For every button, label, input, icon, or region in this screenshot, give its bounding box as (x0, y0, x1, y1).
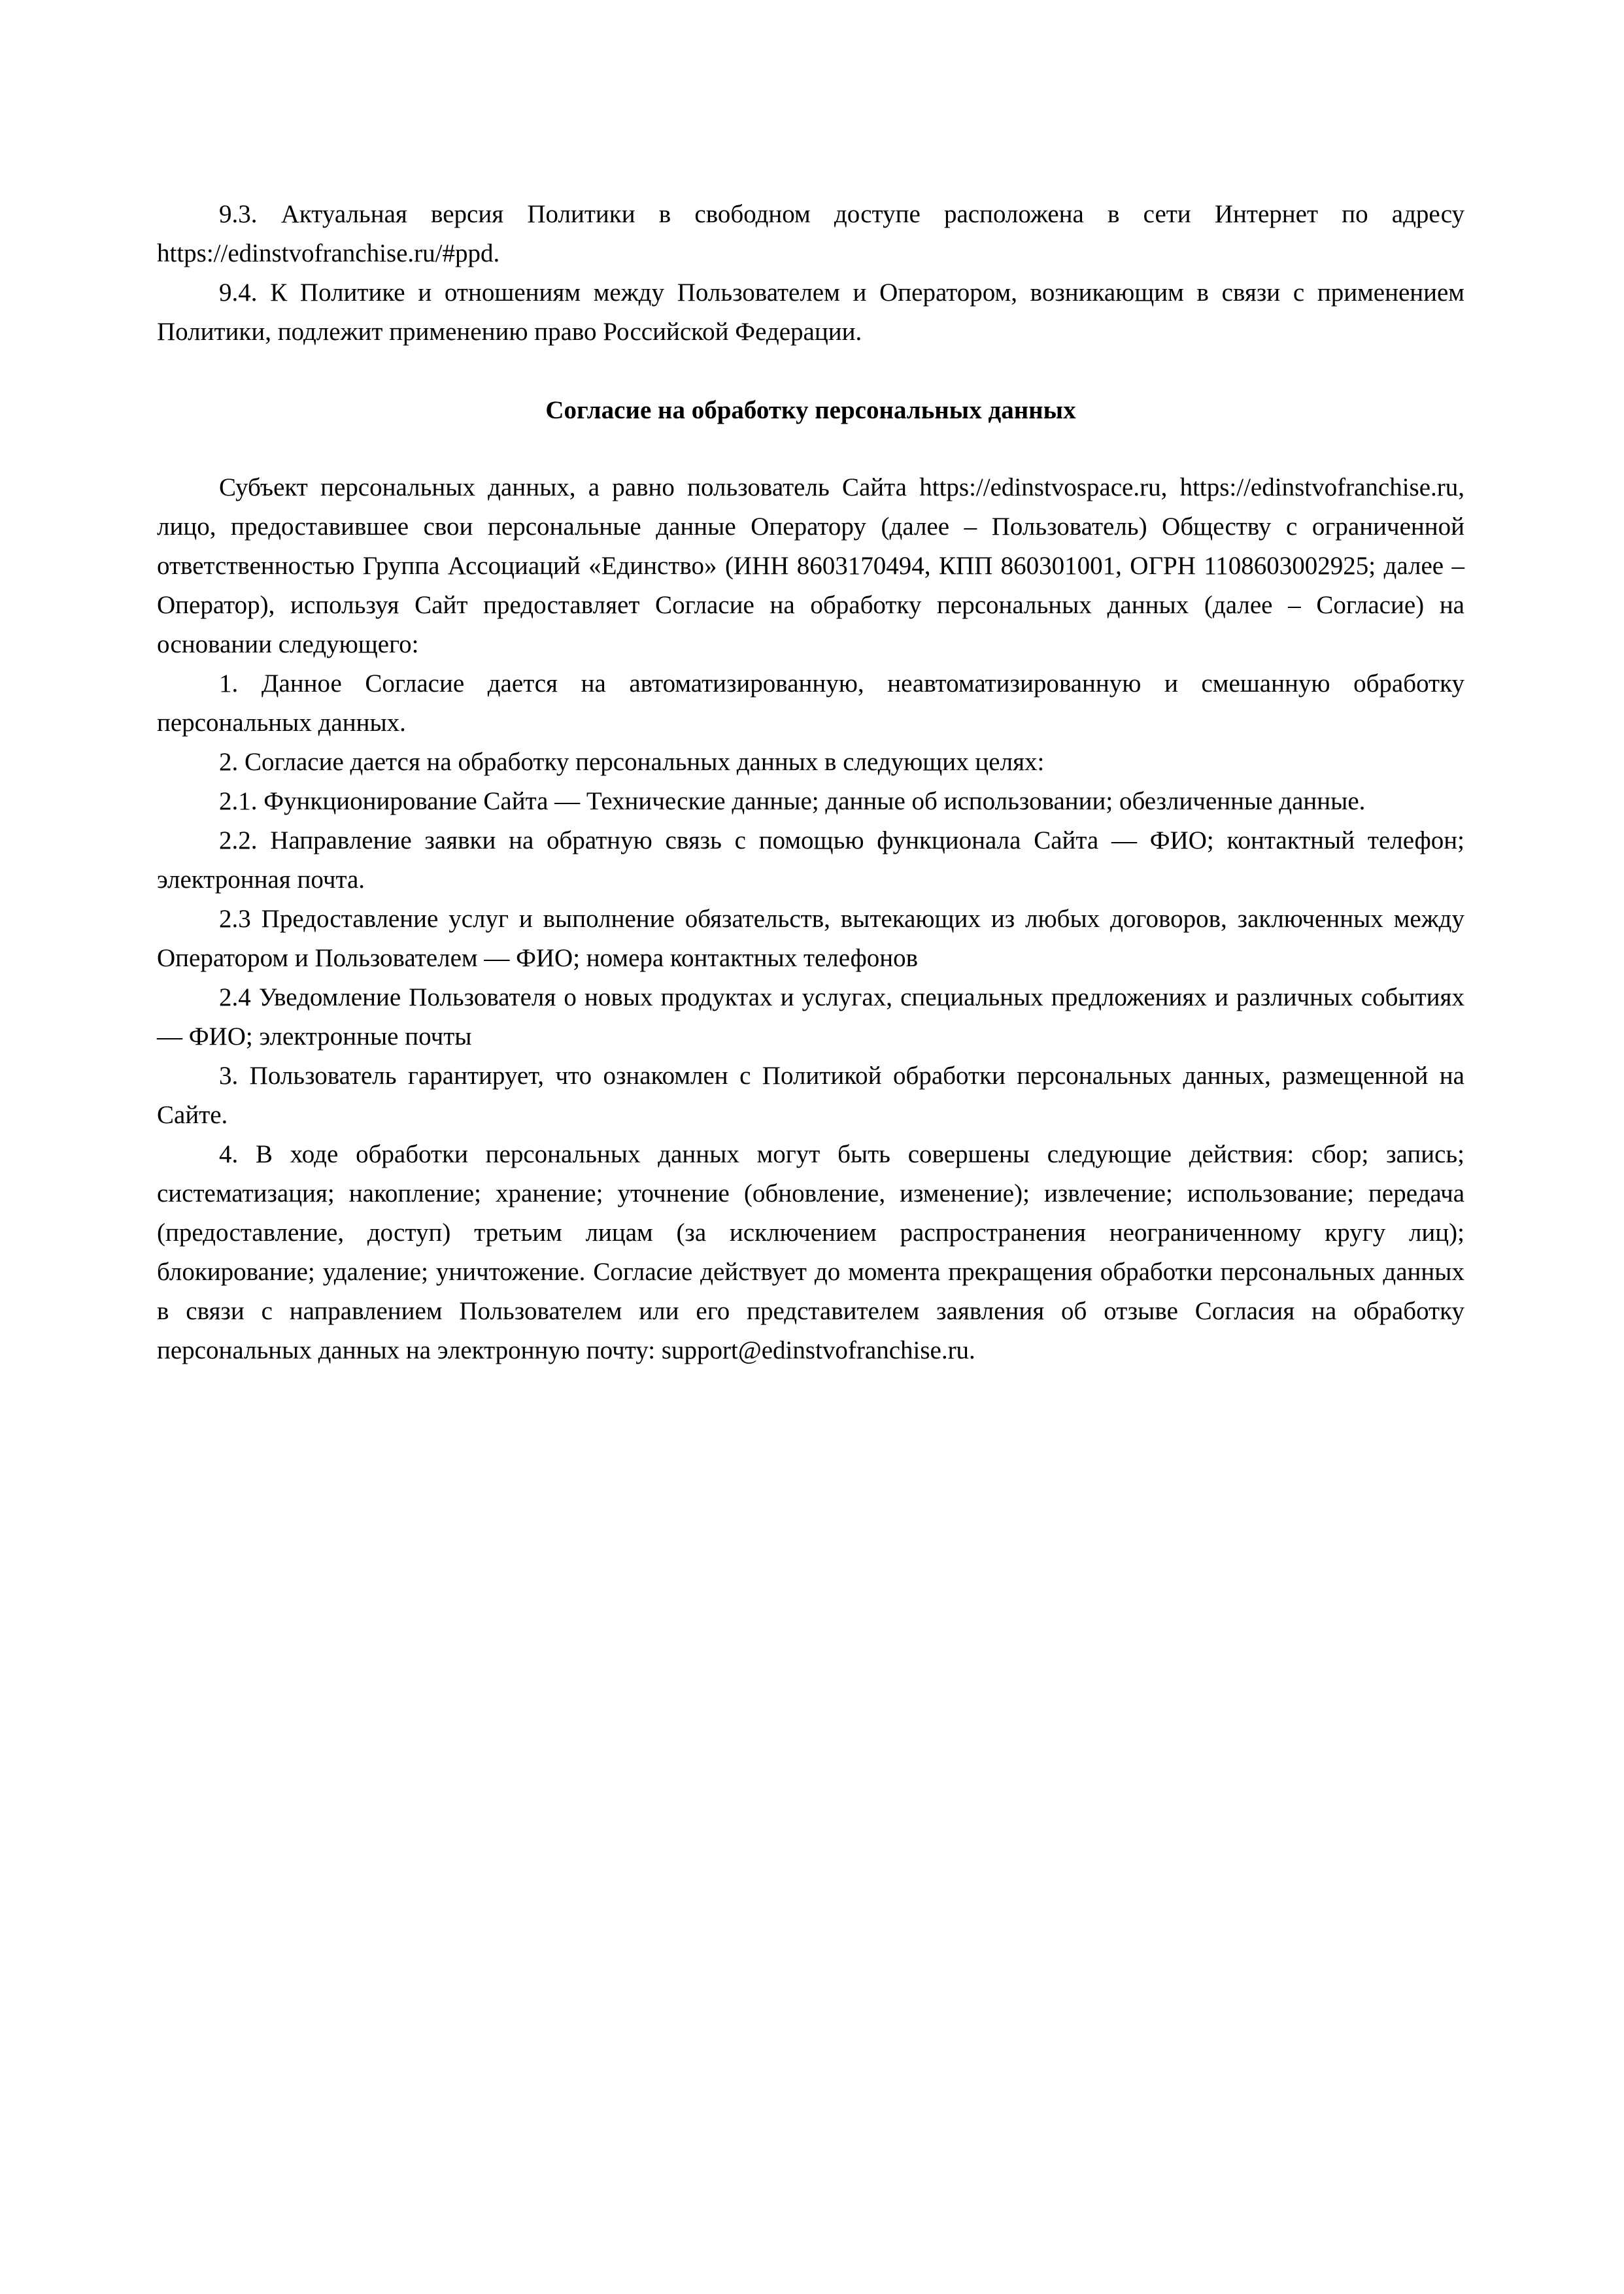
consent-title: Согласие на обработку персональных данных (545, 396, 1076, 424)
consent-item-3: 3. Пользователь гарантирует, что ознакомлен с Политикой обработки персональных данных, размещенной на Сайте. (157, 1062, 1464, 1129)
consent-item-1: 1. Данное Согласие дается на автоматизированную, неавтоматизированную и смешанную обработку персональных данных. (157, 669, 1464, 737)
policy-paragraph-9-4: 9.4. К Политике и отношениям между Пользователем и Оператором, возникающим в связи с применением Политики, подлежит применению право Российской Федерации. (157, 278, 1464, 346)
consent-item-2: 2. Согласие дается на обработку персональных данных в следующих целях: (219, 748, 1045, 776)
consent-item-2-1: 2.1. Функционирование Сайта — Технические данные; данные об использовании; обезличенные данные. (219, 787, 1366, 815)
consent-item-2-2: 2.2. Направление заявки на обратную связь с помощью функционала Сайта — ФИО; контактный телефон; электронная почта. (157, 826, 1464, 894)
consent-item-4: 4. В ходе обработки персональных данных могут быть совершены следующие действия: сбор; запись; систематизация; накопление; хранение; уточнение (обновление, изменение); извлечение; использование; передача (предоставление, доступ) третьим лицам (за исключением распространения неограниченному кругу лиц); блокирование; удаление; уничтожение. Согласие действует до момента прекращения обработки персональных данных в связи с направлением Пользователем или его представителем заявления об отзыве Согласия на обработку персональных данных на электронную почту: support@edinstvofranchise.ru. (157, 1140, 1464, 1364)
consent-intro: Субъект персональных данных, а равно пользователь Сайта https://edinstvospace.ru, https://edinstvofranchise.ru, лицо, предоставившее свои персональные данные Оператору (далее – Пользователь) Обществу с ограниченной ответственностью Группа Ассоциаций «Единство» (ИНН 8603170494, КПП 860301001, ОГРН 1108603002925; далее – Оператор), используя Сайт предоставляет Согласие на обработку персональных данных (далее – Согласие) на основании следующего: (157, 473, 1464, 658)
consent-item-2-3: 2.3 Предоставление услуг и выполнение обязательств, вытекающих из любых договоров, заключенных между Оператором и Пользователем — ФИО; номера контактных телефонов (157, 905, 1464, 972)
document-page (157, 195, 1464, 1370)
consent-item-2-4: 2.4 Уведомление Пользователя о новых продуктах и услугах, специальных предложениях и различных событиях — ФИО; электронные почты (157, 983, 1464, 1051)
policy-paragraph-9-3: 9.3. Актуальная версия Политики в свободном доступе расположена в сети Интернет по адресу https://edinstvofranchise.ru/#ppd. (157, 200, 1464, 267)
